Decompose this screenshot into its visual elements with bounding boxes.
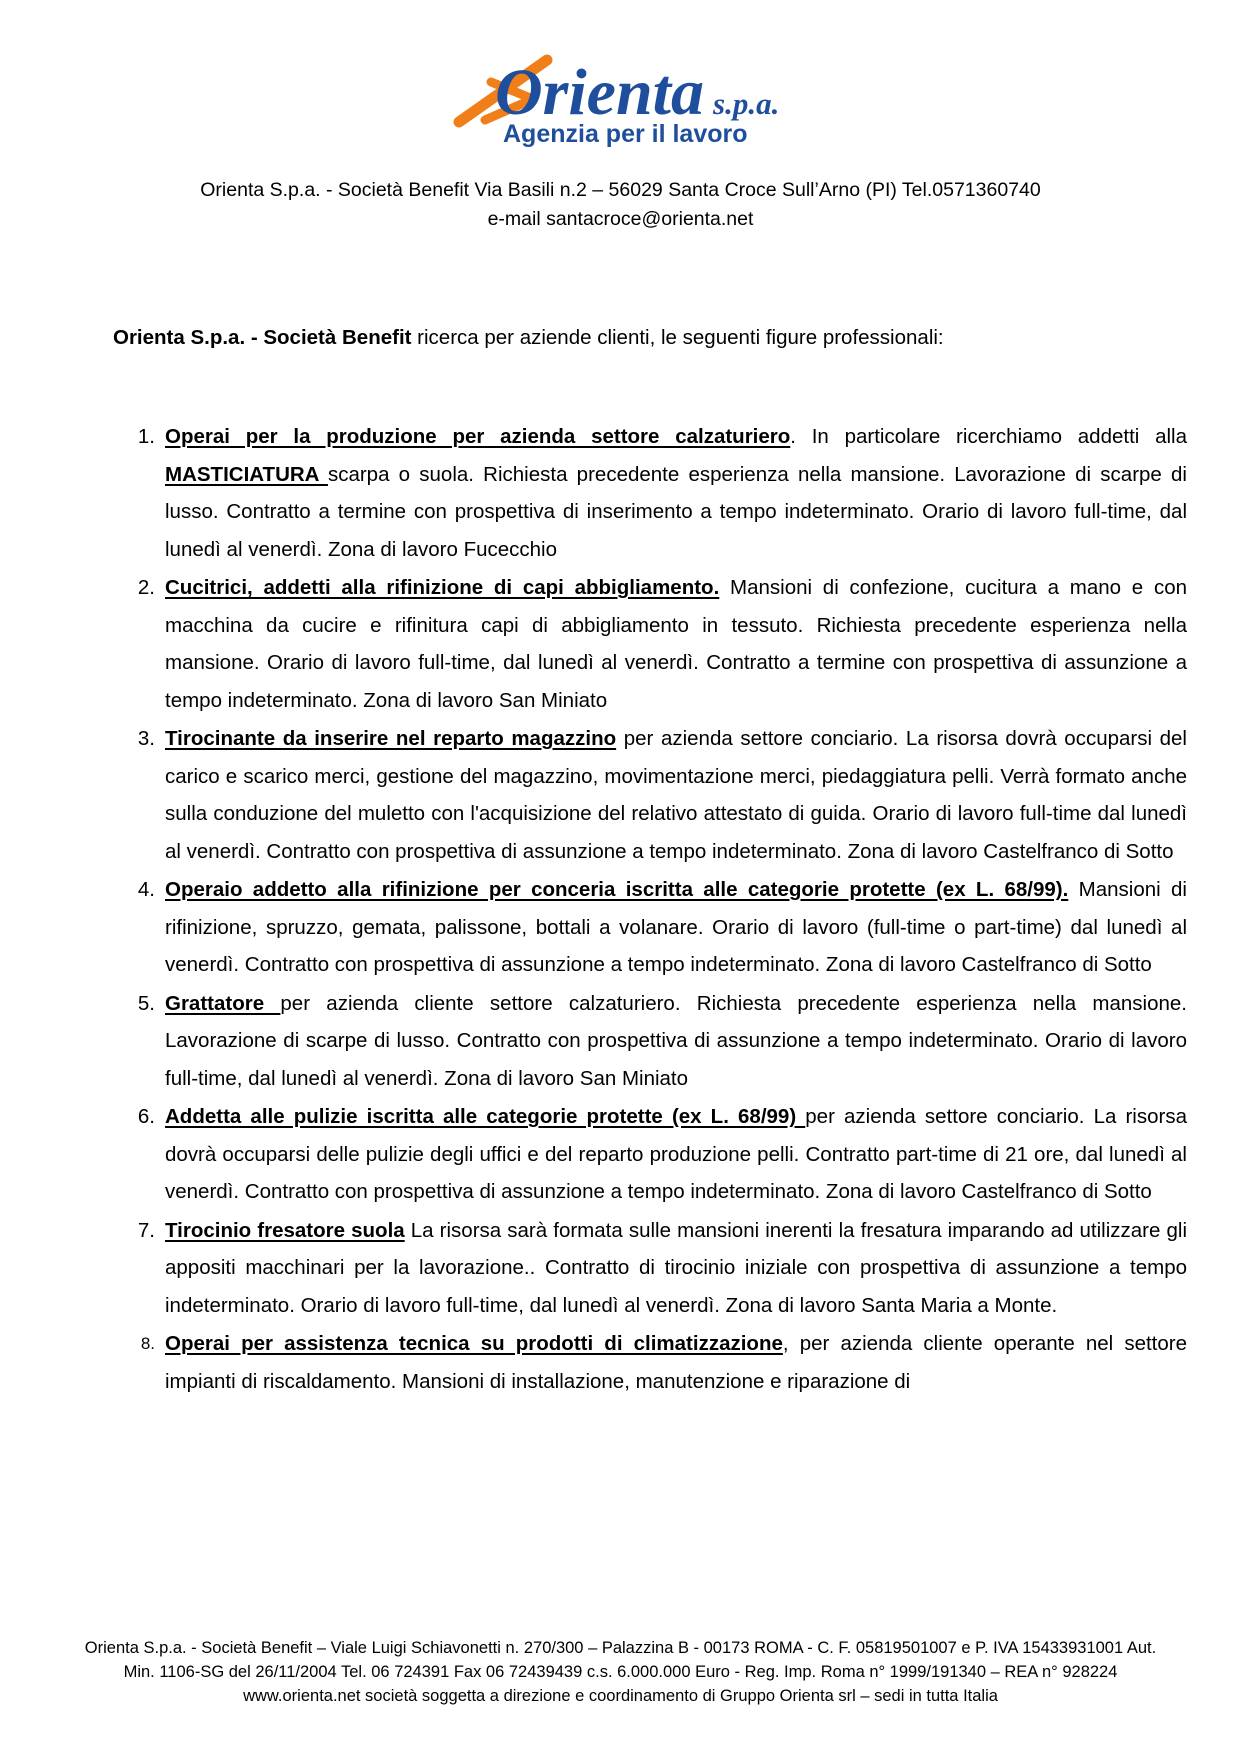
job-body-5 [165, 985, 1187, 1098]
orienta-logo-svg [451, 44, 791, 149]
job-heading-2: Cucitrici, addetti alla rifinizione di capi abbigliamento. [165, 576, 720, 599]
footer-line-3: www.orienta.net società soggetta a direzione e coordinamento di Gruppo Orienta srl – sedi in tutta Italia [243, 1687, 998, 1705]
job-body-1 [165, 418, 1187, 568]
company-logo [0, 44, 1241, 154]
footer-line-1: Orienta S.p.a. - Società Benefit – Viale Luigi Schiavonetti n. 270/300 – Palazzina B - 00173 ROMA - C. F. 05819501007 e P. IVA 15433931001 Aut. [84, 1639, 1157, 1657]
header-address [0, 176, 1241, 234]
logo-suffix-text: s.p.a. [712, 86, 779, 121]
job-body-6 [165, 1098, 1187, 1211]
job-number-7: 7. [137, 1218, 155, 1242]
job-text-8: , per azienda cliente operante nel settore impianti di riscaldamento. Mansioni di installazione, manutenzione e riparazione di [165, 1332, 1188, 1393]
job-item-1 [137, 418, 1187, 568]
job-heading-7: Tirocinio fresatore suola [165, 1218, 405, 1242]
job-heading-3: Tirocinante da inserire nel reparto magazzino [165, 727, 617, 750]
job-item-7 [137, 1212, 1188, 1325]
job-heading-8: Operai per assistenza tecnica su prodotti di climatizzazione [165, 1332, 783, 1355]
job-number-5: 5. [137, 991, 155, 1015]
job-heading-6: Addetta alle pulizie iscritta alle categorie protette (ex L. 68/99) [165, 1105, 806, 1128]
job-number-8: 8. [140, 1334, 155, 1353]
job-item-2 [137, 569, 1188, 719]
job-body-3 [165, 720, 1187, 870]
intro-company-name: Orienta S.p.a. - Società Benefit [113, 325, 412, 349]
job-heading-1: Operai per la produzione per azienda settore calzaturiero [165, 425, 791, 448]
job-number-6: 6. [137, 1105, 155, 1128]
logo-tagline-text: Agenzia per il lavoro [502, 120, 748, 148]
job-item-3 [137, 720, 1187, 870]
job-item-6 [137, 1098, 1187, 1211]
job-text-2: Mansioni di confezione, cucitura a mano e con macchina da cucire e rifinitura capi di abbigliamento in tessuto. Richiesta precedente esperienza nella mansione. Orario di lavoro full-time, dal lunedì al venerdì. Contratto a termine con prospettiva di assunzione a tempo indeterminato. Zona di lavoro San Miniato [165, 576, 1188, 712]
page-footer [0, 1636, 1241, 1708]
job-text-5: per azienda cliente settore calzaturiero. Richiesta precedente esperienza nella mansione. Lavorazione di scarpe di lusso. Contratto con prospettiva di assunzione a tempo indeterminato. Orario di lavoro full-time, dal lunedì al venerdì. Zona di lavoro San Miniato [165, 991, 1187, 1090]
job-heading-5: Grattatore [165, 991, 281, 1015]
logo-brand-text: Orienta [494, 56, 704, 129]
intro-paragraph [113, 323, 1133, 353]
job-number-2: 2. [137, 576, 155, 599]
job-item-5 [137, 985, 1187, 1098]
job-text-1a: . In particolare ricerchiamo addetti alla [790, 425, 1187, 448]
job-heading-4: Operaio addetto alla rifinizione per conceria iscritta alle categorie protette (ex L. 68/99). [165, 878, 1069, 901]
job-number-4: 4. [137, 878, 155, 901]
intro-rest-text: ricerca per aziende clienti, le seguenti figure professionali: [411, 325, 944, 349]
job-text-3: per azienda settore conciario. La risorsa dovrà occuparsi del carico e scarico merci, gestione del magazzino, movimentazione merci, piedaggiatura pelli. Verrà formato anche sulla conduzione del muletto con l'acquisizione del relativo attestato di guida. Orario di lavoro full-time dal lunedì al venerdì. Contratto con prospettiva di assunzione a tempo indeterminato. Zona di lavoro Castelfranco di Sotto [165, 727, 1187, 863]
job-text-4: Mansioni di rifinizione, spruzzo, gemata, palissone, bottali a volanare. Orario di lavoro (full-time o part-time) dal lunedì al venerdì. Contratto con prospettiva di assunzione a tempo indeterminato. Zona di lavoro Castelfranco di Sotto [165, 878, 1187, 976]
job-body-7 [165, 1212, 1187, 1325]
job-item-4 [137, 871, 1187, 984]
job-body-4 [165, 871, 1187, 984]
job-heading-1b: MASTICIATURA [165, 462, 328, 486]
job-body-8 [165, 1325, 1187, 1400]
job-text-7: La risorsa sarà formata sulle mansioni inerenti la fresatura imparando ad utilizzare gli appositi macchinari per la lavorazione.. Contratto di tirocinio iniziale con prospettiva di assunzione a tempo indeterminato. Orario di lavoro full-time, dal lunedì al venerdì. Zona di lavoro Santa Maria a Monte. [165, 1218, 1188, 1317]
job-list [113, 418, 1187, 1401]
job-text-6: per azienda settore conciario. La risorsa dovrà occuparsi delle pulizie degli uffici e del reparto produzione pelli. Contratto part-time di 21 ore, dal lunedì al venerdì. Contratto con prospettiva di assunzione a tempo indeterminato. Zona di lavoro Castelfranco di Sotto [165, 1105, 1187, 1203]
job-number-3: 3. [137, 727, 155, 750]
job-item-8 [140, 1325, 1188, 1400]
job-number-1: 1. [137, 425, 155, 448]
job-text-1b: scarpa o suola. Richiesta precedente esperienza nella mansione. Lavorazione di scarpe di lusso. Contratto a termine con prospettiva di inserimento a tempo indeterminato. Orario di lavoro full-time, dal lunedì al venerdì. Zona di lavoro Fucecchio [165, 462, 1187, 561]
header-address-line-1: Orienta S.p.a. - Società Benefit Via Basili n.2 – 56029 Santa Croce Sull’Arno (PI) Tel.0571360740 [200, 179, 1041, 201]
job-body-2 [165, 569, 1187, 719]
footer-line-2: Min. 1106-SG del 26/11/2004 Tel. 06 724391 Fax 06 72439439 c.s. 6.000.000 Euro - Reg. Imp. Roma n° 1999/191340 – REA n° 928224 [123, 1663, 1118, 1681]
header-address-line-2: e-mail santacroce@orienta.net [487, 208, 754, 230]
